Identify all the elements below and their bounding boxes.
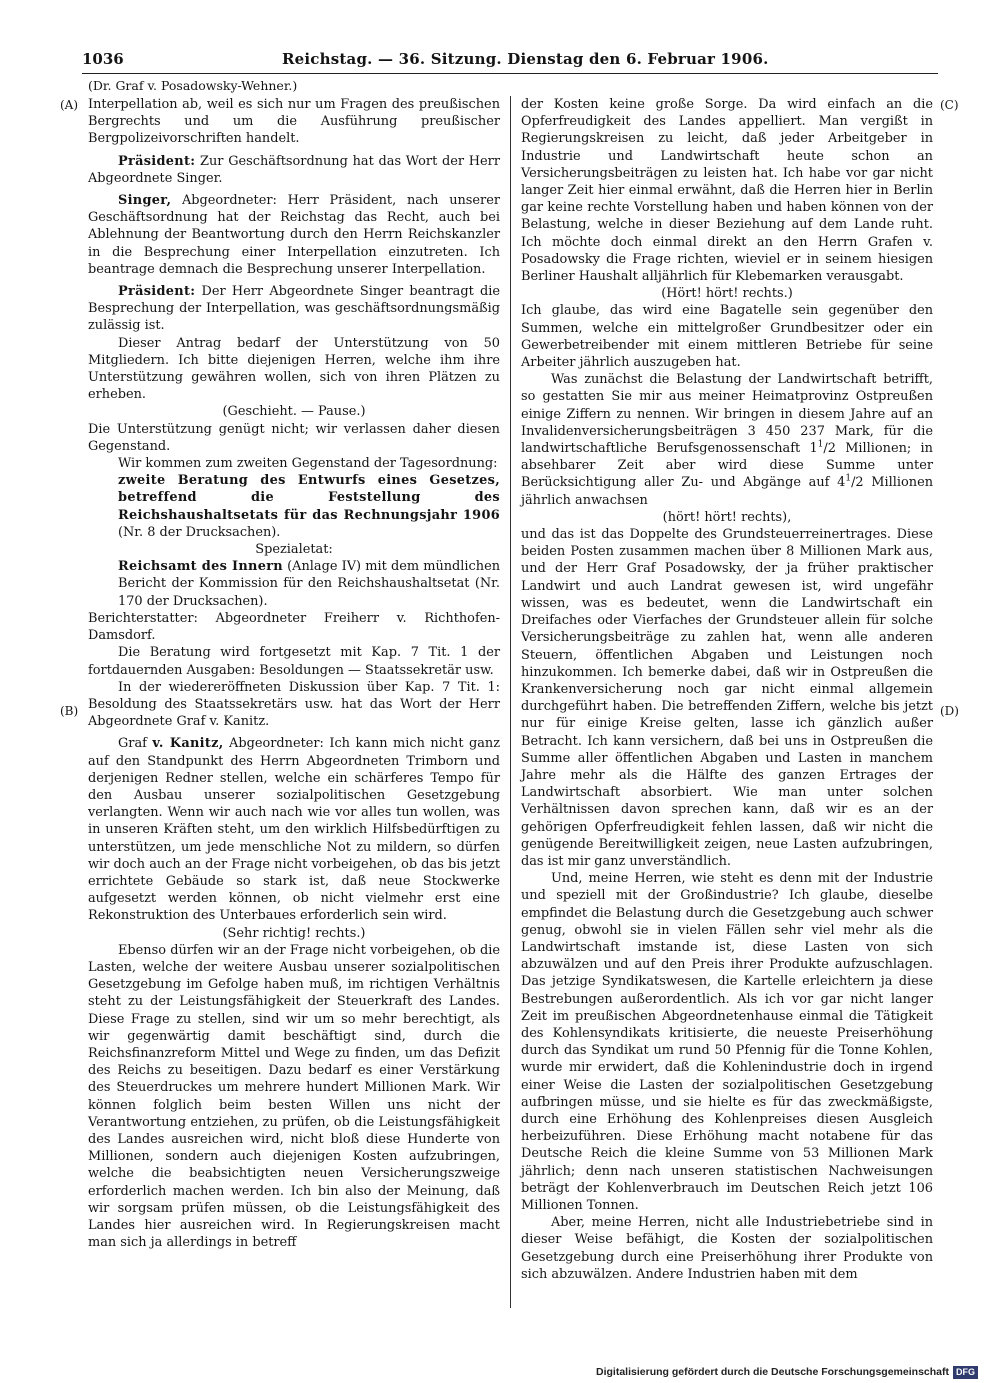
paragraph: Berichterstatter: Abgeordneter Freiherr v. Richthofen-Damsdorf. <box>88 610 500 644</box>
speaker-name: Singer, <box>118 193 172 209</box>
paragraph: Wir kommen zum zweiten Gegenstand der Tagesordnung: <box>118 456 498 472</box>
page-number: 1036 <box>82 50 124 68</box>
paragraph: Und, meine Herren, wie steht es denn mit der Industrie und speziell mit der Großindustrie? Ich glaube, dieselbe empfindet die Belastung durch die Gesetzgebung auch schwer genug, obwohl sie in vielen Fällen sehr viel mehr als die Landwirtschaft imstande ist, diese Lasten von sich abzuwälzen und auf den Preis ihrer Produkte aufzuschlagen. Das jetzige Syndikatswesen, die Kartelle erleichtern ja diese Bestrebungen außerordentlich. Als ich vor gar nicht langer Zeit im preußischen Abgeordnetenhause einmal die Tätigkeit des Kohlensyndikats kritisierte, die neueste Preiserhöhung durch das Syndikat um rund 50 Pfennig für die Tonne Kohlen, wurde mir erwidert, daß die Kohlenindustrie doch in irgend einer Weise die Lasten der sozialpolitischen Gesetzgebung aufbringen müsse, und sie hielte es für das zweckmäßigste, durch eine Erhöhung des Kohlenpreises diesen Ausgleich herbeizuführen. Diese Erhöhung macht notabene für das Deutsche Reich die kleine Summe von 53 Millionen Mark jährlich; denn nach unseren statistischen Nachweisungen beträgt der Kohlenverbrauch im Deutschen Reich jetzt 106 Millionen Tonnen. <box>521 871 933 1213</box>
footer-credit <box>596 1366 978 1380</box>
column-divider <box>510 96 511 1308</box>
agenda-item: zweite Beratung des Entwurfs eines Gesetzes, betreffend die Feststellung des Reichshaushaltsetats für das Rechnungsjahr 1906 (Nr. 8 der Drucksachen). <box>118 473 500 540</box>
stage-direction: (Sehr richtig! rechts.) <box>222 925 366 941</box>
margin-marker-c: (C) <box>940 98 959 112</box>
paragraph: Die Unterstützung genügt nicht; wir verlassen daher diesen Gegenstand. <box>88 421 500 454</box>
margin-marker-d: (D) <box>940 704 959 718</box>
speaker-name: Präsident: <box>118 153 196 169</box>
paragraph: Die Beratung wird fortgesetzt mit Kap. 7 Tit. 1 der fortdauernden Ausgaben: Besoldungen — Staatssekretär usw. <box>88 645 500 678</box>
agenda-subheading: Spezialetat: <box>255 542 333 558</box>
speaker-name: v. Kanitz, <box>152 736 224 752</box>
paragraph: Was zunächst die Belastung der Landwirtschaft betrifft, so gestatten Sie mir aus meiner Heimatprovinz Ostpreußen einige Ziffern zu nennen. Wir bringen in diesem Jahre auf an Invalidenversicherungsbeiträgen 3 450 237 Mark, für die landwirtschaftliche Berufsgenossenschaft $1^1/2$ Millionen; in absehbarer Zeit aber wird diese Summe unter Berücksichtigung aller Zu- und Abgänge auf $4^1/2$ Millionen jährlich anwachsen <box>521 372 933 508</box>
paragraph: Präsident: Der Herr Abgeordnete Singer beantragt die Besprechung der Interpellation, was geschäftsordnungsmäßig zulässig ist. <box>88 284 500 334</box>
stage-direction: (Hört! hört! rechts.) <box>661 286 793 302</box>
paragraph: Aber, meine Herren, nicht alle Industriebetriebe sind in dieser Weise befähigt, die Kosten der sozialpolitischen Gesetzgebung durch eine Preiserhöhung ihrer Produkte von sich abzuwälzen. Andere Industrien haben mit dem <box>521 1215 933 1282</box>
paragraph: der Kosten keine große Sorge. Da wird einfach an die Opferfreudigkeit des Landes appelliert. Man vergißt in Regierungskreisen zu leicht, daß jeder Arbeitgeber in Industrie und Landwirtschaft heute schon an Versicherungsbeiträgen zu leisten hat. Ich habe vor gar nicht langer Zeit hier einmal erwähnt, daß die Herren hier in Berlin gar keine rechte Vorstellung haben und haben können von der Belastung, welche in dieser Beziehung auf dem Lande ruht. Ich möchte doch einmal direkt an den Herrn Grafen v. Posadowsky die Frage richten, wieviel er in seinem hiesigen Berliner Haushalt alljährlich für Klebemarken verausgabt. <box>521 97 933 285</box>
margin-marker-a: (A) <box>60 98 79 112</box>
stage-direction: (hört! hört! rechts), <box>662 509 792 525</box>
paragraph: und das ist das Doppelte des Grundsteuerreinertrages. Diese beiden Posten zusammen machen über 8 Millionen Mark aus, und der Herr Graf Posadowsky, der ja früher praktischer Landwirt und auch Landrat gewesen ist, wird ungefähr wissen, was es bedeutet, wenn die Landwirtschaft ein Dreifaches oder Vierfaches der Grundsteuer allein für solche Versicherungsbeiträge zu zahlen hat, wenn alle anderen Steuern, öffentlichen Abgaben und Leistungen noch hinzukommen. Ich bemerke dabei, daß wir in Ostpreußen die Krankenversicherung noch gar nicht einmal allgemein durchgeführt haben. Die betreffenden Ziffern, welche bis jetzt nur für einige Kreise gelten, lasse ich gänzlich außer Betracht. Ich kann versichern, daß bei uns in Ostpreußen die Summe aller öffentlichen Abgaben und Lasten in manchem Jahre mehr als die Hälfte des ganzen Ertrages der Landwirtschaft absorbiert. Wie man unter solchen Verhältnissen davon sprechen kann, daß wir es an der gehörigen Opferfreudigkeit fehlen lassen, daß wir nicht die genügende Bereitwilligkeit zeigen, neue Lasten aufzubringen, das ist mir ganz unverständlich. <box>521 527 933 869</box>
margin-marker-b: (B) <box>60 704 79 718</box>
paragraph: Präsident: Zur Geschäftsordnung hat das Wort der Herr Abgeordnete Singer. <box>88 153 500 186</box>
running-title: Reichstag. — 36. Sitzung. Dienstag den 6. Februar 1906. <box>282 50 769 68</box>
dfg-logo: DFG <box>953 1366 978 1379</box>
page-header <box>82 50 938 72</box>
paragraph: In der wiedereröffneten Diskussion über Kap. 7 Tit. 1: Besoldung des Staatssekretärs usw. hat das Wort der Herr Abgeordnete Graf v. Kanitz. <box>88 679 500 730</box>
paragraph: Interpellation ab, weil es sich nur um Fragen des preußischen Bergrechts und um die Ausführung preußischer Bergpolizeivorschriften handelt. <box>88 97 500 147</box>
paragraph: Ich glaube, das wird eine Bagatelle sein gegenüber den Summen, welche ein mittelgroßer Grundbesitzer oder ein Gewerbetreibender mit einem mittleren Betriebe für seine Arbeiter jährlich auszugeben hat. <box>521 303 933 371</box>
speaker-name: Präsident: <box>118 284 196 300</box>
paragraph: Ebenso dürfen wir an der Frage nicht vorbeigehen, ob die Lasten, welche der weitere Ausbau unserer sozialpolitischen Gesetzgebung im Gefolge haben muß, im richtigen Verhältnis steht zu der Leistungsfähigkeit der Steuerkraft des Landes. Diese Frage zu stellen, sind wir um so mehr berechtigt, als wir gegenwärtig damit beschäftigt sind, durch die Reichsfinanzreform Mittel und Wege zu finden, um das Defizit des Reichs zu beseitigen. Dazu bedarf es einer Verstärkung des Steuerdruckes um mehrere hundert Millionen Mark. Wir können folglich beim besten Willen uns nicht der Verantwortung entziehen, zu prüfen, ob die Leistungsfähigkeit des Landes ausreichen wird, nicht bloß diese Hunderte von Millionen, sondern auch diejenigen Kosten aufzubringen, welche die beabsichtigten neuen Versicherungszweige erforderlich machen werden. Ich bin also der Meinung, daß wir sorgsam prüfen müssen, ob die Leistungsfähigkeit des Landes hier ausreichen wird. In Regierungskreisen macht man sich ja allerdings in betreff <box>88 942 500 1251</box>
stage-direction: (Geschieht. — Pause.) <box>222 404 366 420</box>
header-rule <box>82 73 938 74</box>
footer-text: Digitalisierung gefördert durch die Deutsche Forschungsgemeinschaft <box>596 1366 949 1378</box>
agenda-item: Reichsamt des Innern (Anlage IV) mit dem mündlichen Bericht der Kommission für den Reichshaushaltsetat (Nr. 170 der Drucksachen). <box>118 559 501 609</box>
speaker-note: (Dr. Graf v. Posadowsky-Wehner.) <box>88 78 298 93</box>
right-column <box>521 96 933 1283</box>
left-column <box>88 96 500 1251</box>
paragraph: Singer, Abgeordneter: Herr Präsident, nach unserer Geschäftsordnung hat der Reichstag das Recht, auch bei Ablehnung der Beantwortung durch den Herrn Reichskanzler in die Besprechung einer Interpellation einzutreten. Ich beantrage demnach die Besprechung unserer Interpellation. <box>88 193 500 277</box>
paragraph: Graf v. Kanitz, Abgeordneter: Ich kann mich nicht ganz auf den Standpunkt des Herrn Abgeordneten Trimborn und derjenigen Redner stellen, welche ein schärferes Tempo für den Ausbau unserer sozialpolitischen Gesetzgebung verlangten. Wenn wir auch nach wie vor alles tun wollen, was in unseren Kräften steht, um den wirklich Hilfsbedürftigen zu unterstützen, um jede menschliche Not zu mildern, so dürfen wir doch auch an der Frage nicht vorbeigehen, ob das bis jetzt errichtete Gebäude so stark ist, daß neue Stockwerke aufgesetzt werden können, ob nicht vielmehr erst eine Rekonstruktion des Unterbaues erforderlich sein wird. <box>88 736 501 924</box>
paragraph: Dieser Antrag bedarf der Unterstützung von 50 Mitgliedern. Ich bitte diejenigen Herren, welche ihm ihre Unterstützung gewähren wollen, sich von ihren Plätzen zu erheben. <box>88 335 500 403</box>
